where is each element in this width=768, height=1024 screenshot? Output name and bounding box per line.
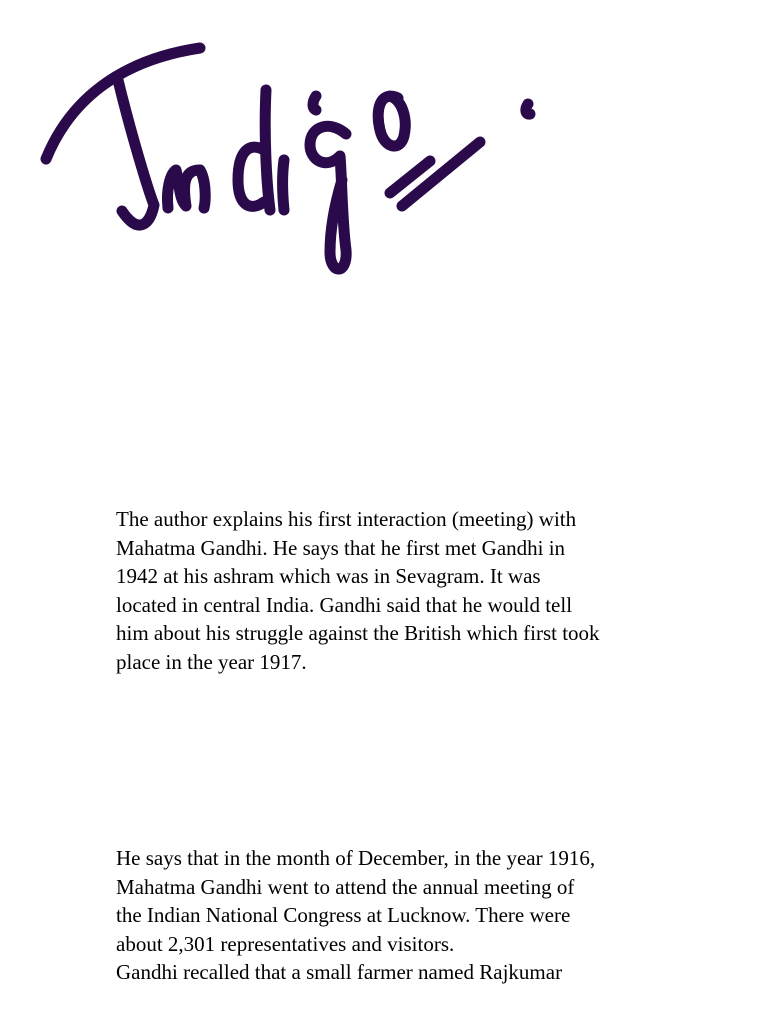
title-stroke-o (378, 96, 405, 146)
text-line: 1942 at his ashram which was in Sevagram. It was (116, 564, 541, 588)
title-stroke-i2-dot (313, 96, 316, 110)
text-line: located in central India. Gandhi said that he would tell (116, 592, 573, 617)
text-line: Mahatma Gandhi went to attend the annual meeting of (116, 874, 575, 899)
title-stroke-dot (526, 104, 530, 114)
handwritten-title (30, 30, 550, 280)
title-stroke-i2-stem (283, 160, 285, 210)
text-line: Mahatma Gandhi. He says that he first met Gandhi in (116, 535, 566, 560)
title-stroke-n (167, 170, 205, 208)
title-stroke-g (310, 126, 346, 269)
text-line: about 2,301 representatives and visitors. (116, 931, 455, 956)
text-line: place in the year 1917. (116, 649, 307, 674)
text-line: He says that in the month of December, in the year 1916, (116, 846, 596, 870)
text-line: The author explains his first interaction (meeting) with (116, 507, 577, 531)
text-line: Gandhi recalled that a small farmer named Rajkumar (116, 960, 563, 984)
paragraph-first-meeting (116, 505, 676, 676)
title-stroke-d (238, 90, 270, 210)
text-line: the Indian National Congress at Lucknow. There were (116, 903, 571, 927)
handwritten-title-drawing (30, 30, 550, 280)
title-stroke-i-stem (118, 80, 154, 225)
text-line: him about his struggle against the British which first took (116, 621, 600, 645)
paragraph-lucknow-congress (116, 844, 676, 987)
